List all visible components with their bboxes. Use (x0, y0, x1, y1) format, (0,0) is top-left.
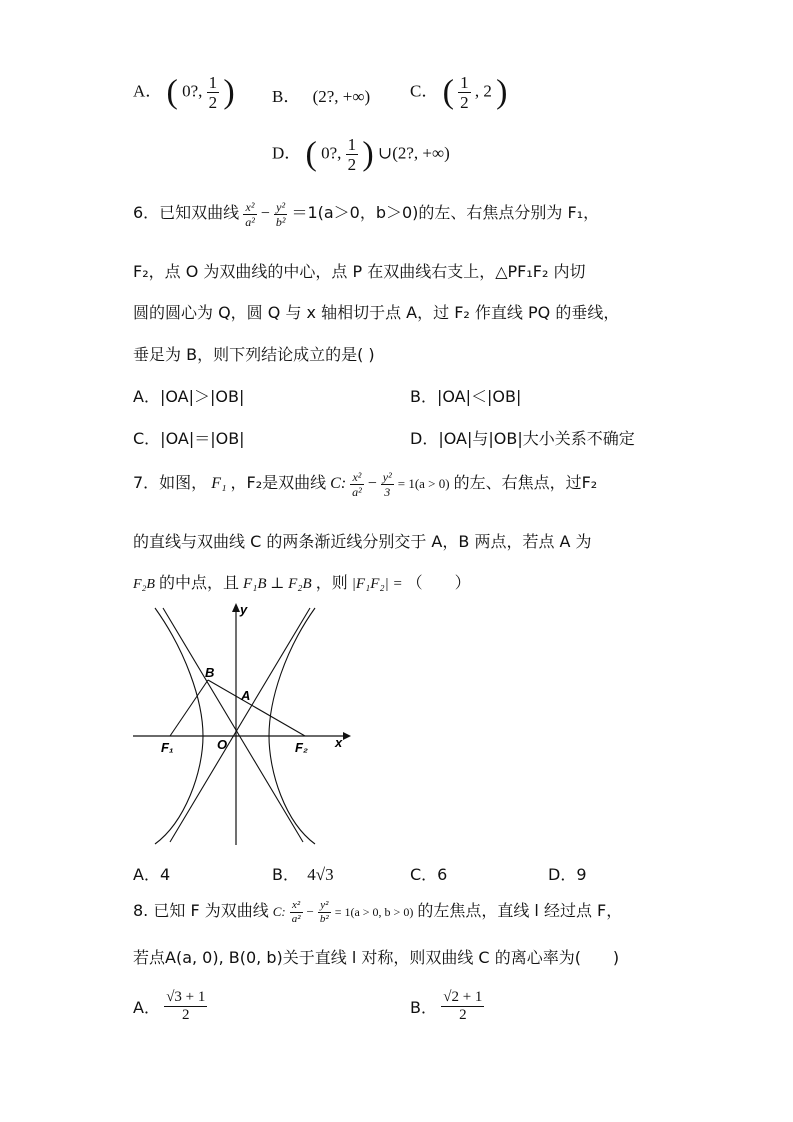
numerator: 1 (460, 73, 469, 92)
option-label: A． (133, 81, 163, 101)
q7-tail: 的左、右焦点，过F₂ (453, 473, 598, 492)
option-label: B． (410, 998, 437, 1017)
q8-option-b (410, 990, 484, 1023)
interval-left: 0?, (182, 81, 203, 101)
denominator: a² (352, 484, 362, 499)
fraction-x (350, 471, 364, 498)
option-label: B． (272, 865, 299, 884)
denominator: a² (245, 214, 255, 229)
curve-name: C: (330, 475, 347, 492)
hyperbola-right-branch (269, 608, 315, 844)
q7-option-c: C．6 (410, 865, 448, 884)
fraction (207, 74, 220, 111)
label-f2: F₂ (295, 740, 308, 755)
denominator: 2 (182, 1007, 190, 1023)
q6-option-d: D．|OA|与|OB|大小关系不确定 (410, 429, 635, 448)
q6-option-b: B．|OA|＜|OB| (410, 387, 522, 406)
hyperbola-left-branch (155, 608, 203, 844)
equation-rest: = 1(a > 0, b > 0) (334, 905, 414, 919)
q6-line-2: F₂，点 O 为双曲线的中心，点 P 在双曲线右支上，△PF₁F₂ 内切 (133, 262, 586, 281)
q6-option-c: C．|OA|＝|OB| (133, 429, 245, 448)
q7-line-1 (133, 470, 597, 498)
fraction-y (318, 900, 331, 925)
numerator: 1 (347, 135, 357, 154)
numerator: √3 + 1 (166, 989, 206, 1005)
denominator: b² (319, 912, 329, 925)
paren-close: ) (496, 73, 508, 111)
x-axis-arrow (343, 732, 351, 740)
fraction-x (290, 900, 303, 925)
option-label: A． (133, 998, 160, 1017)
denominator: 2 (208, 93, 218, 112)
asymptote-1 (163, 608, 303, 842)
fraction (164, 990, 207, 1023)
paren-open: ( (166, 73, 178, 111)
q7-option-d: D．9 (548, 865, 587, 884)
text-midpoint: 的中点，且 (158, 573, 239, 592)
q5-option-c (410, 74, 508, 111)
equation-rest: = 1(a > 0) (397, 476, 450, 491)
minus-sign: − (306, 904, 314, 919)
fraction (346, 136, 359, 173)
union-part: ∪(2?, +∞) (377, 143, 450, 163)
q8-option-a (133, 990, 207, 1023)
interval-right: , 2 (474, 81, 492, 101)
label-a: A (241, 688, 251, 703)
option-label: C． (410, 81, 439, 101)
denominator: 2 (347, 155, 357, 174)
q6-option-a: A．|OA|＞|OB| (133, 387, 245, 406)
q7-line-2: 的直线与双曲线 C 的两条渐近线分别交于 A，B 两点，若点 A 为 (133, 532, 592, 551)
fraction-y (381, 471, 394, 498)
label-b: B (205, 665, 215, 680)
segment-f2b: F₂B (133, 577, 155, 592)
q7-option-b (272, 862, 334, 885)
minus-sign: − (260, 205, 270, 222)
curve-name: C: (272, 904, 286, 919)
text-then: ，则 (315, 573, 348, 592)
q7-option-a: A．4 (133, 865, 171, 884)
distance-expr: |F₁F₂| = (351, 576, 403, 592)
q5-option-d (272, 136, 450, 173)
numerator: x² (243, 201, 257, 215)
option-label: D． (272, 143, 302, 163)
paren-open: ( (305, 135, 317, 173)
denominator: 2 (460, 93, 469, 112)
option-value: 4√3 (307, 865, 334, 884)
f1-label: F₁ (211, 475, 227, 492)
q6-line-3: 圆的圆心为 Q，圆 Q 与 x 轴相切于点 A，过 F₂ 作直线 PQ 的垂线， (133, 303, 620, 322)
denominator: 3 (384, 484, 391, 499)
fraction-y (274, 201, 288, 228)
q8-intro: 8. 已知 F 为双曲线 (133, 901, 269, 920)
minus-sign: − (367, 475, 377, 492)
numerator: √2 + 1 (443, 989, 483, 1005)
label-o: O (217, 737, 228, 752)
label-y: y (240, 602, 248, 617)
q6-line-1 (133, 200, 599, 228)
paren-close: ) (223, 73, 235, 111)
numerator: y² (318, 900, 331, 913)
fraction (458, 74, 471, 111)
interval: (2?, +∞) (312, 87, 371, 106)
q5-option-b (272, 82, 370, 107)
y-axis-arrow (232, 603, 240, 612)
q7-intro: 7．如图， (133, 473, 208, 492)
numerator: y² (274, 201, 288, 215)
denominator: b² (275, 214, 286, 229)
fraction (441, 990, 484, 1023)
fraction-x (243, 201, 257, 228)
paren-close: ) (362, 135, 374, 173)
option-label: B． (272, 87, 301, 106)
q7-figure (125, 600, 355, 850)
label-f1: F₁ (161, 740, 174, 755)
q8-line-2: 若点A(a, 0), B(0, b)关于直线 l 对称，则双曲线 C 的离心率为( ) (133, 948, 620, 967)
answer-blank: （ ） (406, 573, 471, 592)
q7-line-3 (133, 570, 471, 593)
interval-left: 0?, (321, 143, 342, 163)
q6-intro: 6．已知双曲线 (133, 203, 240, 222)
denominator: a² (291, 912, 301, 925)
denominator: 2 (459, 1007, 467, 1023)
q8-tail: 的左焦点，直线 l 经过点 F， (417, 901, 623, 920)
equation-rest: ＝1(a＞0，b＞0)的左、右焦点分别为 F₁， (291, 203, 600, 222)
q7-mid: ，F₂是双曲线 (230, 473, 327, 492)
label-x: x (335, 735, 343, 750)
numerator: x² (290, 900, 303, 913)
paren-open: ( (442, 73, 454, 111)
numerator: x² (350, 471, 364, 485)
asymptote-2 (170, 608, 310, 842)
q5-option-a (133, 74, 235, 111)
numerator: y² (382, 469, 392, 484)
perpendicular-condition: F₁B ⊥ F₂B (243, 576, 312, 592)
q6-line-4: 垂足为 B，则下列结论成立的是( ) (133, 345, 375, 364)
q8-line-1 (133, 898, 622, 925)
numerator: 1 (208, 73, 218, 92)
